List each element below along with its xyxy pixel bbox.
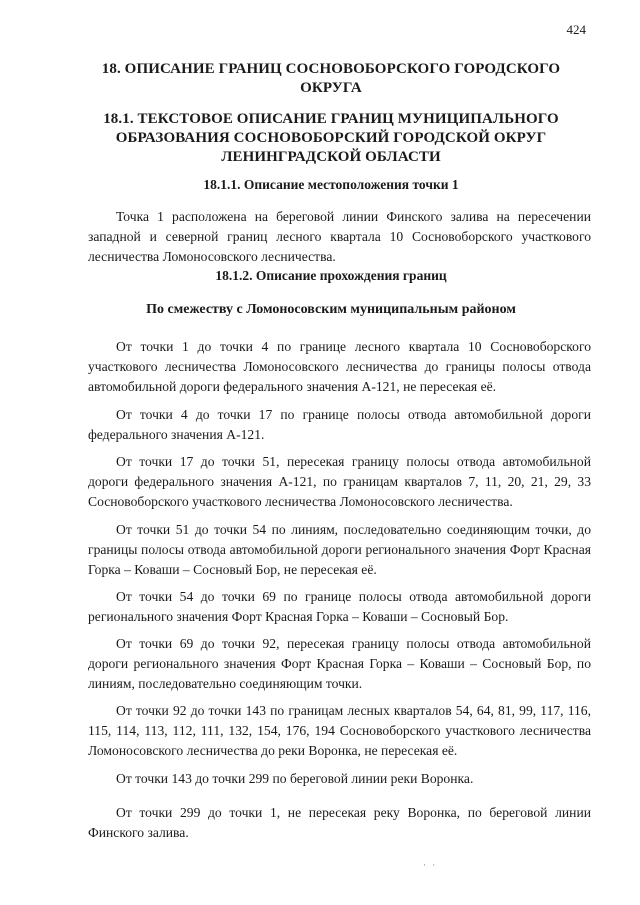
- boundary-description-heading: 18.1.2. Описание прохождения границ: [215, 268, 447, 283]
- scan-artifact-dots: · ·: [423, 860, 438, 870]
- paragraph: От точки 299 до точки 1, не пересекая реку Воронка, по береговой линии Финского залива.: [88, 805, 591, 840]
- paragraph: Точка 1 расположена на береговой линии Финского залива на пересечении западной и северной границ лесного квартала 10 Сосновоборского участкового лесничества Ломоносовского лесничества.: [88, 209, 591, 264]
- paragraph: От точки 1 до точки 4 по границе лесного квартала 10 Сосновоборского участкового лесничества Ломоносовского лесничества до границы полосы отвода автомобильной дороги федерального значения А-121, не пересекая её.: [88, 339, 591, 394]
- paragraph: От точки 51 до точки 54 по линиям, последовательно соединяющим точки, до границы полосы отвода автомобильной дороги регионального значения Форт Красная Горка – Коваши – Сосновый Бор, не пересекая её.: [88, 522, 591, 577]
- paragraph: От точки 4 до точки 17 по границе полосы отвода автомобильной дороги федерального значения А-121.: [88, 407, 591, 442]
- paragraph: От точки 92 до точки 143 по границам лесных кварталов 54, 64, 81, 99, 117, 116, 115, 114, 113, 112, 111, 132, 154, 176, 194 Сосновоборского участкового лесничества Ломоносовского лесничества до реки Воронка, не пересекая её.: [88, 703, 591, 758]
- paragraph: От точки 69 до точки 92, пересекая границу полосы отвода автомобильной дороги регионального значения Форт Красная Горка – Коваши – Сосновый Бор, по линиям, последовательно соединяющим точки.: [88, 636, 591, 691]
- paragraph: От точки 17 до точки 51, пересекая границу полосы отвода автомобильной дороги федерального значения А-121, по границам кварталов 7, 11, 20, 21, 29, 33 Сосновоборского участкового лесничества Ломоносовского лесничества.: [88, 454, 591, 509]
- paragraph: От точки 54 до точки 69 по границе полосы отвода автомобильной дороги регионального значения Форт Красная Горка – Коваши – Сосновый Бор.: [88, 589, 591, 624]
- page-number: 424: [566, 22, 586, 37]
- section-title: 18. ОПИСАНИЕ ГРАНИЦ СОСНОВОБОРСКОГО ГОРОДСКОГО ОКРУГА: [101, 61, 561, 96]
- paragraph: От точки 143 до точки 299 по береговой линии реки Воронка.: [116, 771, 474, 786]
- point-location-heading: 18.1.1. Описание местоположения точки 1: [203, 177, 459, 192]
- adjacency-heading: По смежеству с Ломоносовским муниципальным районом: [146, 302, 516, 317]
- subsection-title: 18.1. ТЕКСТОВОЕ ОПИСАНИЕ ГРАНИЦ МУНИЦИПАЛЬНОГО ОБРАЗОВАНИЯ СОСНОВОБОРСКИЙ ГОРОДСКОЙ ОКРУГ ЛЕНИНГРАДСКОЙ ОБЛАСТИ: [103, 111, 559, 165]
